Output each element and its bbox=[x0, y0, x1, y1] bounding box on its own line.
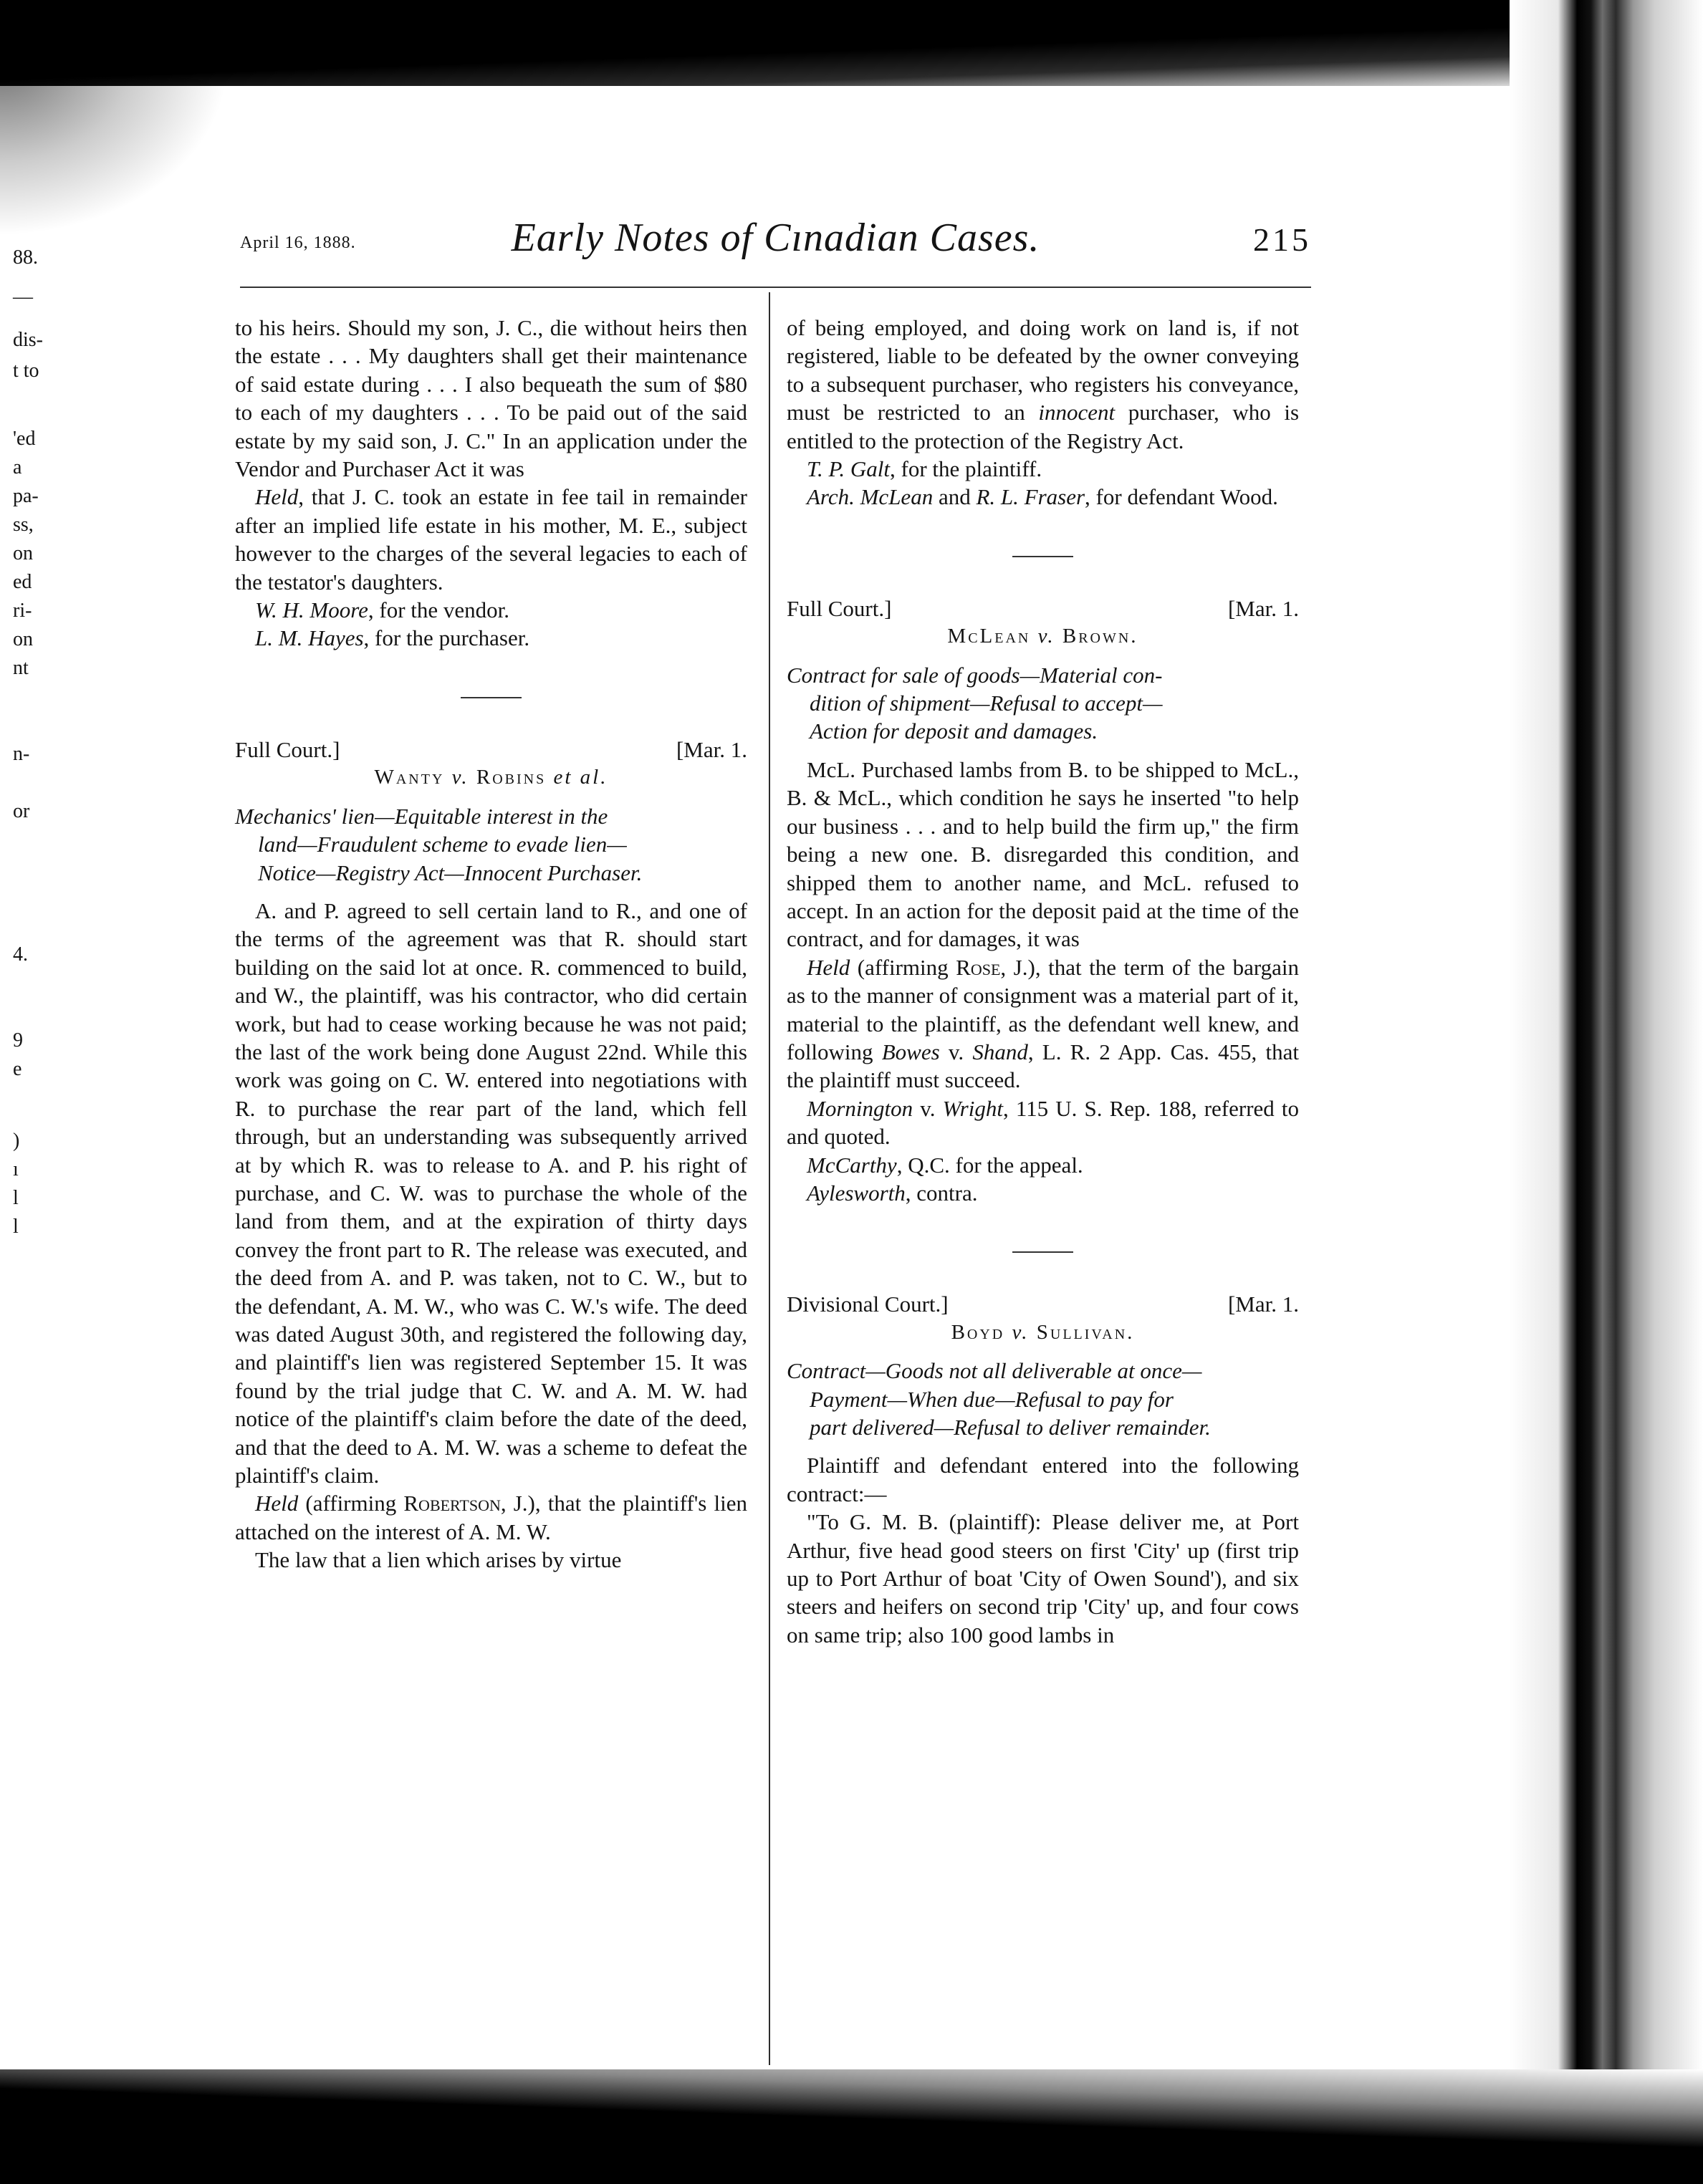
paragraph-text: , J.), that the plaintiff's lien attached on the interest of A. M. W. bbox=[235, 1491, 747, 1544]
headnote bbox=[787, 1357, 1299, 1441]
court-line bbox=[787, 595, 1299, 622]
margin-fragment: nt bbox=[13, 657, 29, 679]
header-title: Early Notes of Cınadian Cases. bbox=[511, 216, 1040, 260]
paragraph: McL. Purchased lambs from B. to be shipped to McL., B. & McL., which condition he says he inserted "to help our business . . . and to help build the firm up," the firm being a new one. B. disregarded this condition, and shipped them to another name, and McL. refused to accept. In an action for the deposit paid at the time of the contract, and for damages, it was bbox=[787, 756, 1299, 952]
versus: v. bbox=[1037, 625, 1055, 648]
paragraph bbox=[787, 953, 1299, 1095]
headnote-line: part delivered—Refusal to deliver remainder. bbox=[810, 1415, 1211, 1440]
left-column bbox=[235, 314, 747, 1574]
margin-fragment: ed bbox=[13, 571, 32, 593]
counsel-role: , for the purchaser. bbox=[363, 625, 530, 651]
party-name: Sullivan. bbox=[1036, 1320, 1135, 1344]
counsel-role: , for the vendor. bbox=[368, 597, 510, 623]
headnote-line: land—Fraudulent scheme to evade lien— bbox=[258, 832, 627, 857]
paragraph: Plaintiff and defendant entered into the following contract:— bbox=[787, 1453, 1299, 1506]
headnote-line: Action for deposit and damages. bbox=[810, 718, 1098, 744]
paragraph bbox=[235, 483, 747, 596]
left-margin-fragments bbox=[0, 0, 72, 2184]
margin-fragment: n- bbox=[13, 743, 30, 765]
court-line bbox=[787, 1290, 1299, 1318]
paragraph: A. and P. agreed to sell certain land to R., and one of the terms of the agreement was that R. should start building on the said lot at once. R. commenced to build, and W., the plaintiff, was his contractor, who did certain work, but had to cease working because he was not paid; the last of the work being done August 22nd. While this work was going on C. W. entered into negotiations with R. to purchase the rear part of the land, which fell through, but an understanding was subsequently arrived at by which R. was to release to A. and P. his right of purchase, and C. W. was to purchase the whole of the land from them, and at the expiration of thirty days convey the front part to R. The release was executed, and the deed from A. and P. was taken, not to C. W., but to the defendant, A. M. W., who was C. W.'s wife. The deed was dated August 30th, and registered the following day, and plaintiff's lien was registered September 15. It was found by the trial judge that C. W. and A. M. W. had notice of the plaintiff's claim before the date of the deed, and that the deed to A. M. W. was a scheme to defeat the plaintiff's claim. bbox=[235, 898, 747, 1488]
versus: v. bbox=[939, 1039, 973, 1064]
party-name: McLean bbox=[947, 625, 1031, 648]
counsel-name: T. P. Galt bbox=[807, 456, 890, 482]
margin-fragment: a bbox=[13, 456, 22, 478]
case-citation: Wright bbox=[942, 1095, 1003, 1121]
court-date: [Mar. 1. bbox=[1227, 1291, 1299, 1317]
held-label: Held bbox=[807, 954, 850, 980]
margin-fragment: — bbox=[13, 286, 33, 308]
versus: v. bbox=[1012, 1320, 1030, 1344]
scan-border-bottom bbox=[0, 2069, 1703, 2184]
header-rule bbox=[240, 287, 1311, 288]
paragraph-text: , 115 U. S. Rep. 188, referred to and quoted. bbox=[787, 1095, 1299, 1150]
paragraph: The law that a lien which arises by virtue bbox=[255, 1547, 622, 1573]
headnote-line: Notice—Registry Act—Innocent Purchaser. bbox=[258, 860, 643, 885]
paragraph-text: of being employed, and doing work on land is, if not registered, liable to be defeated by the owner conveying to a subsequent purchaser, who registers his conveyance, must be restricted to an bbox=[787, 315, 1299, 425]
versus: v. bbox=[451, 766, 469, 789]
scan-border-top bbox=[0, 0, 1703, 86]
versus: v. bbox=[913, 1095, 943, 1121]
headnote-line: Mechanics' lien—Equitable interest in the bbox=[235, 803, 608, 829]
headnote-line: Payment—When due—Refusal to pay for bbox=[810, 1386, 1174, 1412]
paragraph-text: purchaser, who is entitled to the protection of the Registry Act. bbox=[787, 400, 1300, 453]
margin-fragment: ri- bbox=[13, 600, 32, 622]
running-header bbox=[240, 215, 1311, 279]
court-date: [Mar. 1. bbox=[1227, 595, 1299, 621]
court-line bbox=[235, 736, 747, 764]
held-label: Held bbox=[255, 1491, 299, 1516]
court-name: Full Court.] bbox=[787, 595, 892, 621]
counsel-join: and bbox=[933, 484, 977, 510]
party-name: Boyd bbox=[951, 1320, 1005, 1344]
counsel-role: , Q.C. for the appeal. bbox=[896, 1152, 1083, 1178]
headnote bbox=[235, 802, 747, 887]
paragraph-text: (affirming bbox=[298, 1491, 404, 1516]
paragraph-text: , that J. C. took an estate in fee tail in remainder after an implied life estate in his mother, M. E., subject however to the charges of the several legacies to each of the testator's daughters. bbox=[235, 484, 747, 595]
counsel-name: W. H. Moore bbox=[255, 597, 368, 623]
column-divider bbox=[769, 292, 770, 2065]
case-citation: Bowes bbox=[881, 1039, 940, 1064]
headnote-line: Contract for sale of goods—Material con- bbox=[787, 662, 1163, 688]
counsel-line bbox=[787, 483, 1299, 511]
party-name: Robins bbox=[476, 766, 547, 789]
margin-fragment: 88. bbox=[13, 246, 38, 269]
paragraph bbox=[787, 314, 1299, 455]
margin-fragment: 4. bbox=[13, 943, 28, 966]
margin-fragment: e bbox=[13, 1058, 22, 1080]
margin-fragment: t to bbox=[13, 360, 39, 382]
margin-fragment: on bbox=[13, 542, 33, 564]
judge-name: Rose bbox=[956, 954, 1001, 980]
margin-fragment: ı bbox=[13, 1158, 19, 1180]
case-title bbox=[787, 1319, 1299, 1347]
paragraph bbox=[787, 1095, 1299, 1151]
headnote-line: dition of shipment—Refusal to accept— bbox=[810, 691, 1163, 716]
headnote-line: Contract—Goods not all deliverable at once— bbox=[787, 1358, 1202, 1384]
margin-fragment: pa- bbox=[13, 485, 39, 507]
counsel-line bbox=[787, 1151, 1299, 1179]
judge-name: Robertson bbox=[403, 1491, 501, 1516]
right-column bbox=[787, 314, 1299, 1649]
margin-fragment: on bbox=[13, 628, 33, 650]
party-name: Wanty bbox=[374, 766, 445, 789]
counsel-line bbox=[787, 455, 1299, 483]
margin-fragment: l bbox=[13, 1216, 19, 1238]
counsel-line bbox=[235, 624, 747, 652]
et-al: et al. bbox=[553, 766, 608, 789]
paragraph: to his heirs. Should my son, J. C., die without heirs then the estate . . . My daughters shall get their maintenance of said estate during . . . I also bequeath the sum of $80 to each of my daughters . . . To be paid out of the said estate by my said son, J. C." In an application under the Vendor and Purchaser Act it was bbox=[235, 315, 747, 482]
court-name: Full Court.] bbox=[235, 736, 340, 762]
margin-fragment: ss, bbox=[13, 514, 34, 536]
counsel-role: , contra. bbox=[905, 1180, 978, 1206]
header-date: April 16, 1888. bbox=[240, 234, 356, 252]
margin-fragment: 'ed bbox=[13, 428, 36, 450]
paragraph-text: , L. R. 2 App. Cas. 455, that the plaintiff must succeed. bbox=[787, 1039, 1299, 1093]
margin-fragment: ) bbox=[13, 1130, 20, 1152]
counsel-name: L. M. Hayes bbox=[255, 625, 364, 651]
court-date: [Mar. 1. bbox=[676, 736, 747, 762]
counsel-name: Arch. McLean bbox=[807, 484, 934, 510]
margin-fragment: l bbox=[13, 1187, 19, 1209]
margin-fragment: dis- bbox=[13, 329, 43, 351]
paragraph: "To G. M. B. (plaintiff): Please deliver me, at Port Arthur, five head good steers on first 'City' up (first trip up to Port Arthur of boat 'City of Owen Sound'), and six steers and heifers on second trip 'City' up, and four cows on same trip; also 100 good lambs in bbox=[787, 1509, 1299, 1647]
counsel-role: , for defendant Wood. bbox=[1085, 484, 1278, 510]
emphasis: innocent bbox=[1038, 400, 1116, 425]
party-name: Brown. bbox=[1062, 625, 1138, 648]
held-label: Held bbox=[255, 484, 299, 510]
case-title bbox=[235, 764, 747, 792]
counsel-line bbox=[787, 1179, 1299, 1207]
case-title bbox=[787, 622, 1299, 650]
counsel-name: R. L. Fraser bbox=[976, 484, 1085, 510]
counsel-role: , for the plaintiff. bbox=[890, 456, 1042, 482]
page-number: 215 bbox=[1253, 221, 1311, 258]
headnote bbox=[787, 661, 1299, 746]
court-name: Divisional Court.] bbox=[787, 1291, 949, 1317]
paragraph-text: , J.), that the term of the bargain as to the manner of consignment was a material part of it, material to the plaintiff, as the defendant well knew, and following bbox=[787, 954, 1299, 1064]
margin-fragment: 9 bbox=[13, 1029, 23, 1052]
scan-border-right bbox=[1510, 0, 1703, 2184]
case-citation: Mornington bbox=[807, 1095, 913, 1121]
counsel-name: McCarthy bbox=[807, 1152, 897, 1178]
paragraph-text: (affirming bbox=[850, 954, 956, 980]
paragraph bbox=[235, 1489, 747, 1546]
margin-fragment: or bbox=[13, 800, 30, 822]
counsel-line bbox=[235, 596, 747, 624]
counsel-name: Aylesworth bbox=[807, 1180, 906, 1206]
case-citation: Shand bbox=[972, 1039, 1028, 1064]
